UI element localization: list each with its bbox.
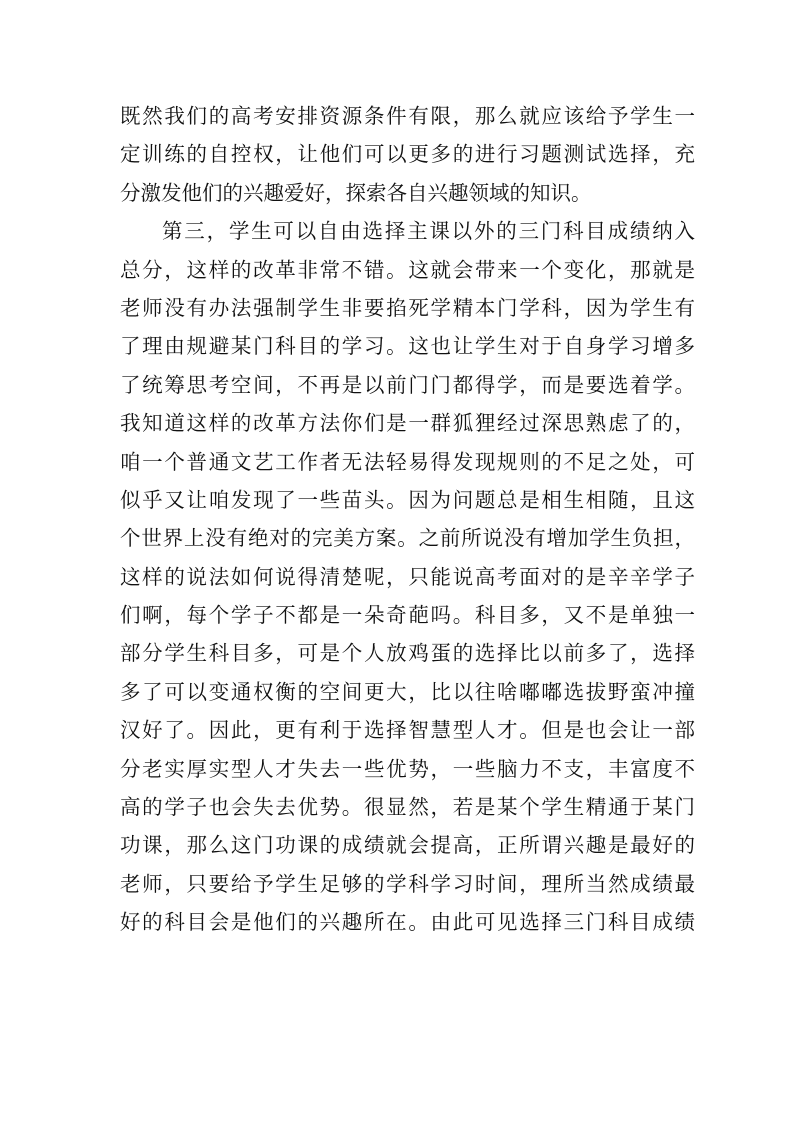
- text-line: 了理由规避某门科目的学习。这也让学生对于自身学习增多: [120, 334, 695, 359]
- text-line: 咱一个普通文艺工作者无法轻易得发现规则的不足之处，可: [120, 449, 695, 474]
- body-text: [120, 97, 695, 942]
- text-line: 高的学子也会失去优势。很显然，若是某个学生精通于某门: [120, 795, 695, 820]
- text-line: 个世界上没有绝对的完美方案。之前所说没有增加学生负担，: [120, 526, 695, 551]
- text-line: 汉好了。因此，更有利于选择智慧型人才。但是也会让一部: [120, 718, 695, 743]
- text-line: 功课，那么这门功课的成绩就会提高，正所谓兴趣是最好的: [120, 833, 695, 858]
- text-line: 既然我们的高考安排资源条件有限，那么就应该给予学生一: [120, 104, 695, 128]
- text-line: 部分学生科目多，可是个人放鸡蛋的选择比以前多了，选择: [120, 641, 695, 666]
- text-line: 老师没有办法强制学生非要掐死学精本门学科，因为学生有: [120, 295, 695, 320]
- text-line: 了统筹思考空间，不再是以前门门都得学，而是要选着学。: [120, 372, 695, 397]
- text-line: 我知道这样的改革方法你们是一群狐狸经过深思熟虑了的，: [120, 411, 695, 436]
- text-line: 分老实厚实型人才失去一些优势，一些脑力不支，丰富度不: [120, 756, 695, 781]
- text-line: 这样的说法如何说得清楚呢，只能说高考面对的是辛辛学子: [120, 564, 695, 589]
- text-line: 分激发他们的兴趣爱好，探索各自兴趣领域的知识。: [120, 180, 592, 205]
- text-line: 总分，这样的改革非常不错。这就会带来一个变化，那就是: [120, 257, 695, 282]
- text-line: 好的科目会是他们的兴趣所在。由此可见选择三门科目成绩: [120, 910, 695, 935]
- text-line: 多了可以变通权衡的空间更大，比以往啥嘟嘟选拔野蛮冲撞: [120, 679, 695, 704]
- paragraph-first-line: 第三，学生可以自由选择主课以外的三门科目成绩纳入: [162, 219, 695, 244]
- text-line: 们啊，每个学子不都是一朵奇葩吗。科目多，又不是单独一: [120, 603, 695, 628]
- text-line: 老师，只要给予学生足够的学科学习时间，理所当然成绩最: [120, 871, 695, 896]
- text-line: 定训练的自控权，让他们可以更多的进行习题测试选择，充: [120, 142, 695, 167]
- text-line: 似乎又让咱发现了一些苗头。因为问题总是相生相随，且这: [120, 487, 695, 512]
